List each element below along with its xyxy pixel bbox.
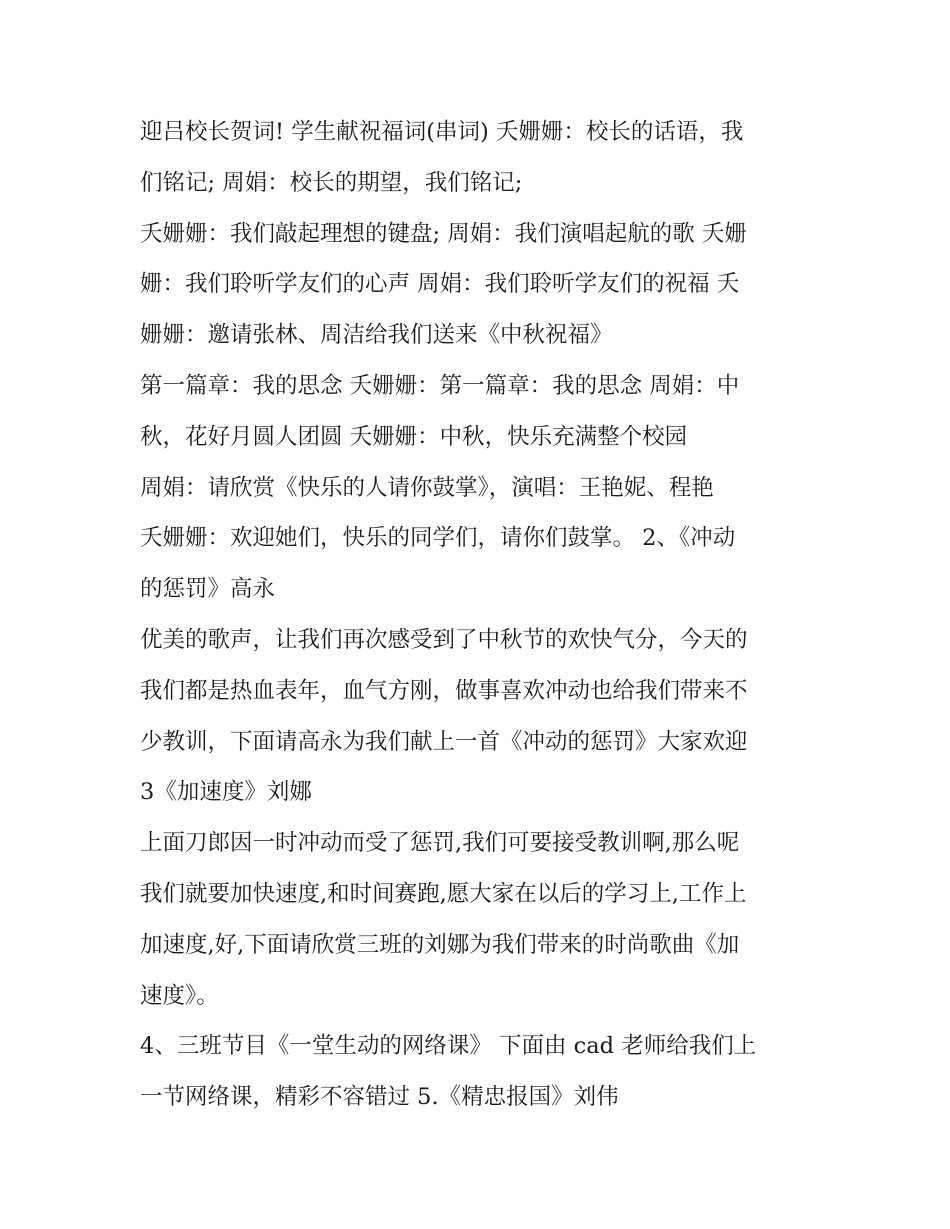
text-line: 加速度,好,下面请欣赏三班的刘娜为我们带来的时尚歌曲《加	[140, 931, 740, 958]
text-line: 的惩罚》高永	[140, 576, 276, 603]
text-line: 第一篇章：我的思念 夭姗姗：第一篇章：我的思念 周娟：中	[140, 372, 740, 399]
text-line: 3《加速度》刘娜	[140, 779, 312, 806]
text-line: 一节网络课，精彩不容错过 5.《精忠报国》刘伟	[140, 1084, 619, 1111]
text-line: 少教训，下面请高永为我们献上一首《冲动的惩罚》大家欢迎	[140, 728, 748, 755]
document-body	[140, 107, 820, 1123]
text-line: 我们就要加快速度,和时间赛跑,愿大家在以后的学习上,工作上	[140, 880, 747, 907]
text-line: 夭姗姗：我们敲起理想的键盘; 周娟：我们演唱起航的歌 夭姗	[140, 220, 747, 247]
text-line: 速度》。	[140, 982, 219, 1009]
text-line: 夭姗姗：欢迎她们，快乐的同学们，请你们鼓掌。 2、《冲动	[140, 525, 736, 552]
text-line: 上面刀郎因一时冲动而受了惩罚,我们可要接受教训啊,那么呢	[140, 830, 740, 857]
text-line: 周娟：请欣赏《快乐的人请你鼓掌》，演唱：王艳妮、程艳	[140, 474, 714, 501]
text-line: 姗：我们聆听学友们的心声 周娟：我们聆听学友们的祝福 夭	[140, 271, 740, 298]
text-line: 优美的歌声，让我们再次感受到了中秋节的欢快气分，今天的	[140, 626, 748, 653]
text-line: 迎吕校长贺词! 学生献祝福词(串词) 夭姗姗：校长的话语，我	[140, 119, 744, 145]
text-line: 4、三班节目《一堂生动的网络课》 下面由 cad 老师给我们上	[140, 1033, 757, 1060]
text-line: 姗姗：邀请张林、周洁给我们送来《中秋祝福》	[140, 322, 613, 349]
text-line: 们铭记; 周娟：校长的期望，我们铭记;	[140, 169, 523, 196]
text-line: 我们都是热血表年，血气方刚，做事喜欢冲动也给我们带来不	[140, 677, 748, 704]
text-line: 秋，花好月圆人团圆 夭姗姗：中秋，快乐充满整个校园	[140, 423, 688, 450]
